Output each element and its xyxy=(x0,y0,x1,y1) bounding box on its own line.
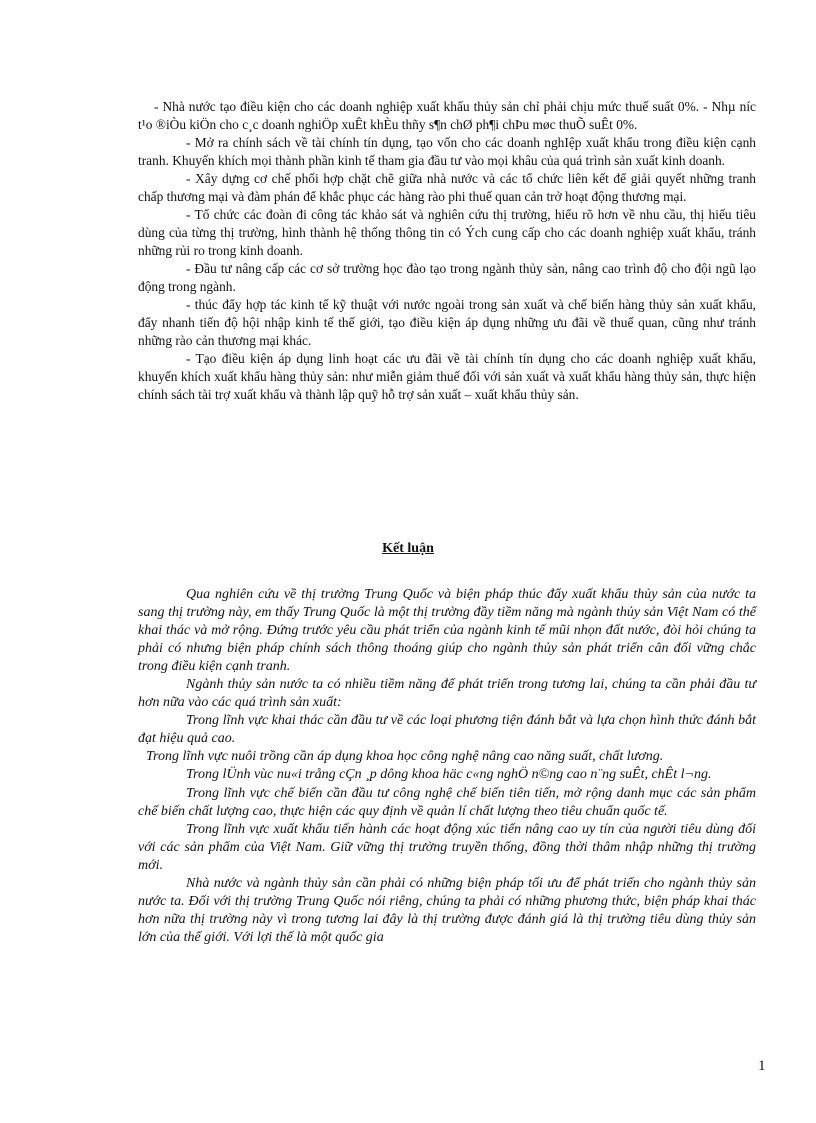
conclusion-paragraph: Trong lĩnh vực xuất khẩu tiến hành các hoạt động xúc tiến nâng cao uy tín của người tiêu dùng đối với các sản phẩm của Việt Nam. Giữ vững thị trường truyền thống, đồng thời thâm nhập những thị trường mới. xyxy=(138,821,756,873)
conclusion-paragraph-garbled: Trong lÜnh vùc nu«i trång cÇn ¸p dông khoa häc c«ng nghÖ n©ng cao n¨ng suÊt, chÊt l¬ng. xyxy=(186,767,712,783)
conclusion-section xyxy=(138,586,756,947)
paragraph-cooperation: - thúc đẩy hợp tác kinh tế kỹ thuật với nước ngoài trong sản xuất và chế biến hàng thủy sản xuất khẩu, đẩy nhanh tiến độ hội nhập kinh tế thế giới, tạo điều kiện áp dụng những ưu đãi về thuế quan, cũng như tránh những rào cản thương mại khác. xyxy=(138,297,756,348)
conclusion-title: Kết luận xyxy=(382,541,434,556)
page-number: 1 xyxy=(758,1058,766,1074)
paragraph-training: - Đầu tư nâng cấp các cơ sở trường học đào tạo trong ngành thủy sản, nâng cao trình độ cho đội ngũ lạo động trong ngành. xyxy=(138,261,756,294)
conclusion-paragraph: Trong lĩnh vực nuôi trồng cần áp dụng khoa học công nghệ nâng cao năng suất, chất lương. xyxy=(146,749,664,765)
paragraph-tax-rate: - Nhà nước tạo điều kiện cho các doanh nghiệp xuất khẩu thủy sản chỉ phải chịu mức thuế suất 0%. - Nhµ níc t¹o ®iÒu kiÖn cho c¸c doanh nghiÖp xuÊt khÈu thñy s¶n chØ ph¶i chÞu møc thuÕ suÊt 0%. xyxy=(138,99,756,132)
conclusion-paragraph: Qua nghiên cứu về thị trường Trung Quốc và biện pháp thúc đẩy xuất khẩu thủy sản của nước ta sang thị trường này, em thấy Trung Quốc là một thị trường đầy tiềm năng mà ngành thủy sản Việt Nam có thể khai thác và mở rộng. Đứng trước yêu cầu phát triển của ngành kinh tế mũi nhọn đất nước, đòi hỏi chúng ta phải có nhưng biện pháp chính sách thông thoáng giúp cho ngành thủy sản phát triển cân đối vững chắc trong điều kiện cạnh tranh. xyxy=(138,587,756,675)
recommendations-section xyxy=(138,98,756,404)
conclusion-paragraph: Ngành thủy sản nước ta có nhiều tiềm năng để phát triển trong tương lai, chúng ta cần phải đầu tư hơn nữa vào các quá trình sản xuất: xyxy=(138,677,756,711)
paragraph-incentives: - Tạo điều kiện áp dụng linh hoạt các ưu đãi về tài chính tín dụng cho các doanh nghiệp xuất khẩu, khuyến khích xuất khẩu hàng thủy sản: như miễn giảm thuế đối với sản xuất và xuất khẩu hàng thủy sản, thực hiện chính sách tài trợ xuất khẩu và thành lập quỹ hỗ trợ sản xuất – xuất khẩu thủy sản. xyxy=(138,351,756,402)
conclusion-paragraph: Nhà nước và ngành thủy sản cần phải có những biện pháp tối ưu để phát triển cho ngành thủy sản nước ta. Đối với thị trường Trung Quốc nói riêng, chúng ta phải có những phương thức, biện pháp khai thác hơn nữa thị trường này vì trong tương lai đây là thị trường được đánh giá là thị trường tiêu dùng thủy sản lớn của thế giới. Với lợi thế là một quốc gia xyxy=(138,875,756,945)
conclusion-paragraph: Trong lĩnh vực chế biến cần đầu tư công nghệ chế biến tiên tiến, mở rộng danh mục các sản phẩm chế biến chất lượng cao, thực hiện các quy định về quản lí chất lượng theo tiêu chuẩn quốc tế. xyxy=(138,785,756,819)
paragraph-coordination: - Xây dựng cơ chế phối hợp chặt chẽ giữa nhà nước và các tổ chức liên kết để giải quyết những tranh chấp thương mại và đàm phán để khắc phục các hàng rào phi thuế quan cản trở hoạt động thương mại. xyxy=(138,171,756,204)
conclusion-paragraph: Trong lĩnh vực khai thác cần đầu tư về các loại phương tiện đánh bắt và lựa chọn hình thức đánh bắt đạt hiệu quả cao. xyxy=(138,713,756,747)
paragraph-market-research: - Tổ chức các đoàn đi công tác khảo sát và nghiên cứu thị trường, hiểu rõ hơn về nhu cầu, thị hiếu tiêu dùng của từng thị trường, hình thành hệ thống thông tin có Ých cung cấp cho các doanh nghiệp xuất khẩu, tránh những rủi ro trong kinh doanh. xyxy=(138,207,756,258)
paragraph-finance-credit: - Mở ra chính sách về tài chính tín dụng, tạo vốn cho các doanh nghIệp xuất khẩu trong điều kiện cạnh tranh. Khuyến khích mọi thành phần kinh tế tham gia đầu tư vào mọi khâu của quá trình sản xuất kinh doanh. xyxy=(138,135,756,168)
